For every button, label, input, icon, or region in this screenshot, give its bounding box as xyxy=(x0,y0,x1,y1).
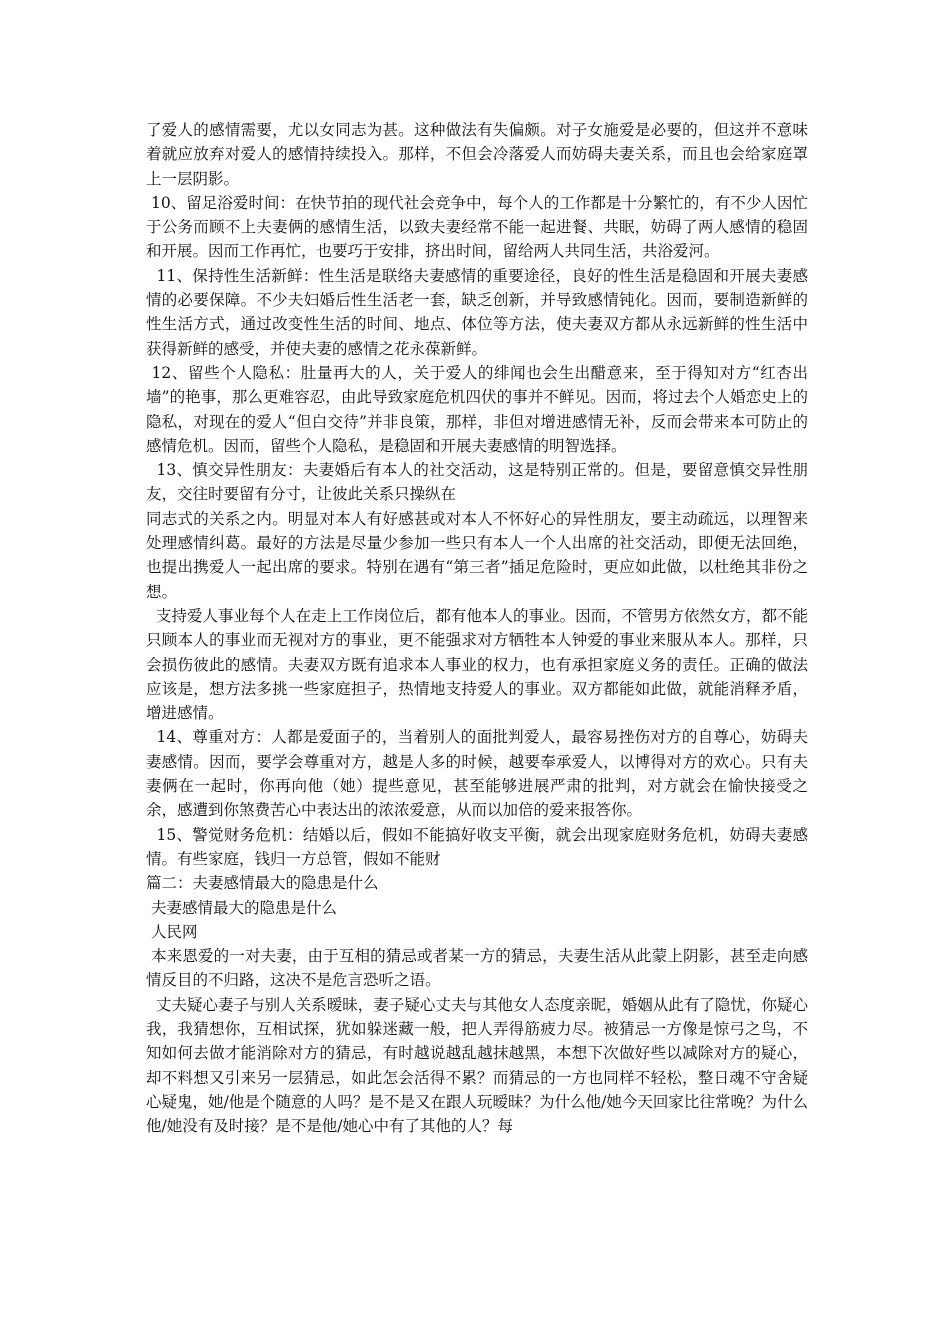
paragraph-article-intro: 本来恩爱的一对夫妻，由于互相的猜忌或者某一方的猜忌，夫妻生活从此蒙上阴影，甚至走向感情反目的不归路，这决不是危言恐听之语。 xyxy=(146,947,808,990)
paragraph-item-15: 15、警觉财务危机：结婚以后，假如不能搞好收支平衡，就会出现家庭财务危机，妨碍夫妻感情。有些家庭，钱归一方总管，假如不能财 xyxy=(146,825,808,868)
paragraph-intro-continuation: 了爱人的感情需要，尤以女同志为甚。这种做法有失偏颇。对子女施爱是必要的，但这并不意味着就应放弃对爱人的感情持续投入。那样，不但会冷落爱人而妨碍夫妻关系，而且也会给家庭罩上一层阴影。 xyxy=(146,121,808,188)
paragraph-item-14: 14、尊重对方：人都是爱面子的，当着别人的面批判爱人，最容易挫伤对方的自尊心，妨碍夫妻感情。因而，要学会尊重对方，越是人多的时候，越要奉承爱人，以博得对方的欢心。只有夫妻俩在一起时，你再向他（她）提些意见，甚至能够进展严肃的批判，对方就会在愉快接受之余，感遭到你煞费苦心中表达出的浓浓爱意，从而以加倍的爱来报答你。 xyxy=(146,728,808,820)
section-heading: 篇二：夫妻感情最大的隐患是什么 xyxy=(146,874,379,893)
paragraph-item-13-continued: 同志式的关系之内。明显对本人有好感甚或对本人不怀好心的异性朋友，要主动疏远，以理智来处理感情纠葛。最好的方法是尽量少参加一些只有本人一个人出席的社交活动，即便无法回绝，也提出携爱人一起出席的要求。特别在遇有“第三者”插足危险时，更应如此做，以杜绝其非份之想。 xyxy=(146,509,808,601)
paragraph-item-11: 11、保持性生活新鲜：性生活是联络夫妻感情的重要途径，良好的性生活是稳固和开展夫妻感情的必要保障。不少夫妇婚后性生活老一套，缺乏创新，并导致感情钝化。因而，要制造新鲜的性生活方式，通过改变性生活的时间、地点、体位等方法，使夫妻双方都从永远新鲜的性生活中获得新鲜的感受，并使夫妻的感情之花永葆新鲜。 xyxy=(146,266,808,358)
article-title: 夫妻感情最大的隐患是什么 xyxy=(146,898,337,917)
document-body xyxy=(146,118,808,1138)
article-source: 人民网 xyxy=(146,922,198,941)
paragraph-item-13: 13、慎交异性朋友：夫妻婚后有本人的社交活动，这是特别正常的。但是，要留意慎交异性朋友，交往时要留有分寸，让彼此关系只操纵在 xyxy=(146,461,808,504)
paragraph-support-career: 支持爱人事业每个人在走上工作岗位后，都有他本人的事业。因而，不管男方依然女方，都不能只顾本人的事业而无视对方的事业，更不能强求对方牺牲本人钟爱的事业来服从本人。那样，只会损伤彼此的感情。夫妻双方既有追求本人事业的权力，也有承担家庭义务的责任。正确的做法应该是，想方法多挑一些家庭担子，热情地支持爱人的事业。双方都能如此做，就能消释矛盾，增进感情。 xyxy=(146,606,808,723)
paragraph-article-body: 丈夫疑心妻子与别人关系暧昧，妻子疑心丈夫与其他女人态度亲昵，婚姻从此有了隐忧，你疑心我，我猜想你，互相试探，犹如躲迷藏一般，把人弄得筋疲力尽。被猜忌一方像是惊弓之鸟，不知如何去做才能消除对方的猜忌，有时越说越乱越抹越黑，本想下次做好些以减除对方的疑心，却不料想又引来另一层猜忌，如此怎会活得不累？而猜忌的一方也同样不轻松，整日魂不守舍疑心疑鬼，她/他是个随意的人吗？是不是又在跟人玩暧昧？为什么他/她今天回家比往常晚？为什么他/她没有及时接？是不是他/她心中有了其他的人？每 xyxy=(146,995,808,1136)
paragraph-item-12: 12、留些个人隐私：肚量再大的人，关于爱人的绯闻也会生出醋意来，至于得知对方“红杏出墙”的艳事，那么更难容忍，由此导致家庭危机四伏的事并不鲜见。因而，将过去个人婚恋史上的隐私，对现在的爱人“但白交待”并非良策，那样，非但对增进感情无补，反而会带来本可防止的感情危机。因而，留些个人隐私，是稳固和开展夫妻感情的明智选择。 xyxy=(146,363,808,455)
paragraph-item-10: 10、留足浴爱时间：在快节拍的现代社会竞争中，每个人的工作都是十分繁忙的，有不少人因忙于公务而顾不上夫妻俩的感情生活，以致夫妻经常不能一起进餐、共眠，妨碍了两人感情的稳固和开展。因而工作再忙，也要巧于安排，挤出时间，留给两人共同生活，共浴爱河。 xyxy=(146,193,808,261)
